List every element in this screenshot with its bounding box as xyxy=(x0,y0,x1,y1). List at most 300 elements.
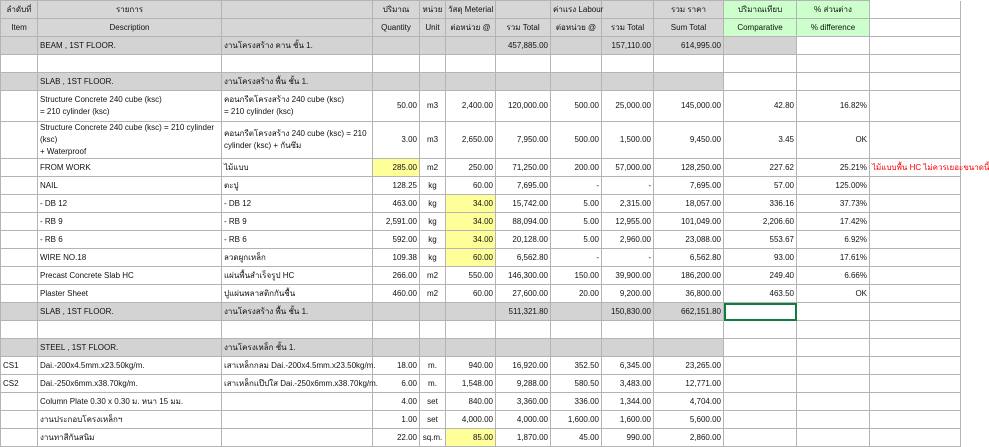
cell[interactable]: 23,265.00 xyxy=(654,357,724,375)
cell[interactable]: 128.25 xyxy=(373,177,420,195)
cell[interactable] xyxy=(1,321,38,339)
header-cell[interactable] xyxy=(222,19,373,37)
header-cell[interactable]: ปริมาณ xyxy=(373,1,420,19)
cell[interactable] xyxy=(1,55,38,73)
cell[interactable] xyxy=(870,375,961,393)
cell[interactable] xyxy=(551,37,602,55)
cell[interactable] xyxy=(1,159,38,177)
header-cell[interactable] xyxy=(602,1,654,19)
cell[interactable] xyxy=(870,73,961,91)
cell[interactable]: SLAB , 1ST FLOOR. xyxy=(38,303,222,321)
cell[interactable] xyxy=(724,73,797,91)
cell[interactable]: 2,206.60 xyxy=(724,213,797,231)
cell[interactable] xyxy=(496,339,551,357)
cell[interactable]: ปูแผ่นพลาสติกกันชื้น xyxy=(222,285,373,303)
header-cell[interactable]: รวม Total xyxy=(496,19,551,37)
cell[interactable] xyxy=(724,357,797,375)
cell[interactable]: 128,250.00 xyxy=(654,159,724,177)
header-cell[interactable] xyxy=(496,1,551,19)
cell[interactable]: Structure Concrete 240 cube (ksc) = 210 cylinder (ksc) + Waterproof xyxy=(38,122,222,159)
cell[interactable] xyxy=(222,429,373,447)
cell[interactable]: เสาเหล็กแป๊ปใส Dai.-250x6mm.x38.70kg/m. xyxy=(222,375,373,393)
cell[interactable]: 249.40 xyxy=(724,267,797,285)
header-cell[interactable] xyxy=(222,1,373,19)
cell[interactable]: 12,771.00 xyxy=(654,375,724,393)
cell[interactable]: 125.00% xyxy=(797,177,870,195)
cell[interactable] xyxy=(797,357,870,375)
cell[interactable]: 3,483.00 xyxy=(602,375,654,393)
cell[interactable] xyxy=(1,303,38,321)
cell[interactable]: - DB 12 xyxy=(222,195,373,213)
cell[interactable]: 5,600.00 xyxy=(654,411,724,429)
cell[interactable]: ลวดผูกเหล็ก xyxy=(222,249,373,267)
cell[interactable]: 227.62 xyxy=(724,159,797,177)
cell[interactable]: 57,000.00 xyxy=(602,159,654,177)
cell[interactable]: 60.00 xyxy=(446,285,496,303)
cell[interactable]: 1,344.00 xyxy=(602,393,654,411)
cell[interactable]: 990.00 xyxy=(602,429,654,447)
cell[interactable]: m. xyxy=(420,357,446,375)
cell[interactable]: งานโครงสร้าง พื้น ชั้น 1. xyxy=(222,303,373,321)
cell[interactable]: 511,321.80 xyxy=(496,303,551,321)
cell[interactable]: 45.00 xyxy=(551,429,602,447)
cell[interactable]: 9,288.00 xyxy=(496,375,551,393)
cell[interactable]: 12,955.00 xyxy=(602,213,654,231)
cell[interactable]: 500.00 xyxy=(551,122,602,159)
header-cell[interactable]: วัสดุ Meterial xyxy=(446,1,496,19)
cell[interactable]: 4.00 xyxy=(373,393,420,411)
cell[interactable] xyxy=(797,55,870,73)
cell[interactable]: 4,000.00 xyxy=(496,411,551,429)
cell[interactable] xyxy=(724,321,797,339)
cell[interactable]: - xyxy=(551,249,602,267)
cell[interactable]: 150,830.00 xyxy=(602,303,654,321)
cell[interactable] xyxy=(551,73,602,91)
cell[interactable]: 3.00 xyxy=(373,122,420,159)
cell[interactable] xyxy=(870,429,961,447)
cell[interactable]: 7,950.00 xyxy=(496,122,551,159)
cell[interactable]: 592.00 xyxy=(373,231,420,249)
cell[interactable]: set xyxy=(420,411,446,429)
cell[interactable]: 15,742.00 xyxy=(496,195,551,213)
cell[interactable]: - RB 6 xyxy=(222,231,373,249)
cell[interactable]: 34.00 xyxy=(446,213,496,231)
cell[interactable] xyxy=(1,411,38,429)
header-cell[interactable]: หน่วย xyxy=(420,1,446,19)
cell[interactable]: 34.00 xyxy=(446,231,496,249)
header-cell[interactable]: รวม ราคา xyxy=(654,1,724,19)
cell[interactable] xyxy=(724,411,797,429)
cell[interactable]: 6,345.00 xyxy=(602,357,654,375)
cell[interactable]: 940.00 xyxy=(446,357,496,375)
cell[interactable] xyxy=(797,339,870,357)
cell[interactable] xyxy=(420,55,446,73)
cell[interactable]: 6.00 xyxy=(373,375,420,393)
cell[interactable] xyxy=(797,393,870,411)
cell[interactable] xyxy=(797,73,870,91)
cell[interactable] xyxy=(446,303,496,321)
cell[interactable]: m2 xyxy=(420,285,446,303)
cell[interactable]: 9,200.00 xyxy=(602,285,654,303)
cell[interactable] xyxy=(654,321,724,339)
cell[interactable]: 17.61% xyxy=(797,249,870,267)
cell[interactable]: set xyxy=(420,393,446,411)
cell[interactable]: 2,650.00 xyxy=(446,122,496,159)
cell[interactable]: - RB 9 xyxy=(38,213,222,231)
cell[interactable] xyxy=(724,393,797,411)
header-cell[interactable]: % difference xyxy=(797,19,870,37)
cell[interactable] xyxy=(222,411,373,429)
cell[interactable]: ตะปู xyxy=(222,177,373,195)
cell[interactable] xyxy=(870,1,961,19)
cell[interactable]: 93.00 xyxy=(724,249,797,267)
cell[interactable]: 42.80 xyxy=(724,91,797,122)
cell[interactable] xyxy=(1,285,38,303)
cell[interactable]: - xyxy=(602,177,654,195)
cell[interactable] xyxy=(724,339,797,357)
cell[interactable]: 1,500.00 xyxy=(602,122,654,159)
cell[interactable]: m2 xyxy=(420,267,446,285)
cell[interactable]: 6,562.80 xyxy=(654,249,724,267)
cell[interactable] xyxy=(38,55,222,73)
cell[interactable] xyxy=(797,411,870,429)
cell[interactable]: 17.42% xyxy=(797,213,870,231)
cell[interactable]: Column Plate 0.30 x 0.30 ม. หนา 15 มม. xyxy=(38,393,222,411)
cell[interactable] xyxy=(870,285,961,303)
header-cell[interactable]: ลำดับที่ xyxy=(1,1,38,19)
cell[interactable]: 662,151.80 xyxy=(654,303,724,321)
cell[interactable] xyxy=(602,339,654,357)
cell[interactable]: Dai.-200x4.5mm.x23.50kg/m. xyxy=(38,357,222,375)
cell[interactable] xyxy=(38,321,222,339)
cell[interactable]: เสาเหล็กกลม Dai.-200x4.5mm.x23.50kg/m. xyxy=(222,357,373,375)
cell[interactable] xyxy=(870,213,961,231)
cell[interactable]: - xyxy=(602,249,654,267)
cell[interactable] xyxy=(373,37,420,55)
selected-cell[interactable] xyxy=(724,303,797,321)
cell[interactable]: 36,800.00 xyxy=(654,285,724,303)
cell[interactable]: งานโครงสร้าง คาน ชั้น 1. xyxy=(222,37,373,55)
cell[interactable]: - RB 9 xyxy=(222,213,373,231)
cell[interactable]: m2 xyxy=(420,159,446,177)
cell[interactable] xyxy=(1,393,38,411)
cell[interactable]: 71,250.00 xyxy=(496,159,551,177)
cell[interactable] xyxy=(496,73,551,91)
cell[interactable] xyxy=(373,303,420,321)
cell[interactable]: 22.00 xyxy=(373,429,420,447)
cell[interactable] xyxy=(551,321,602,339)
cell[interactable] xyxy=(870,37,961,55)
header-cell[interactable]: ต่อหน่วย @ xyxy=(551,19,602,37)
cell[interactable]: 2,400.00 xyxy=(446,91,496,122)
cell[interactable]: kg xyxy=(420,231,446,249)
table-row xyxy=(1,195,961,213)
cell[interactable]: 109.38 xyxy=(373,249,420,267)
cell[interactable]: 6,562.80 xyxy=(496,249,551,267)
cell[interactable]: 1.00 xyxy=(373,411,420,429)
cell[interactable] xyxy=(446,73,496,91)
cell[interactable]: 550.00 xyxy=(446,267,496,285)
cell[interactable]: 553.67 xyxy=(724,231,797,249)
cell[interactable]: - RB 6 xyxy=(38,231,222,249)
header-cell[interactable]: Quantity xyxy=(373,19,420,37)
cell[interactable] xyxy=(602,55,654,73)
cell[interactable]: 7,695.00 xyxy=(496,177,551,195)
cell[interactable] xyxy=(602,73,654,91)
cell[interactable]: 6.66% xyxy=(797,267,870,285)
cell[interactable]: OK xyxy=(797,285,870,303)
cell[interactable]: งานทาสีกันสนิม xyxy=(38,429,222,447)
cell[interactable] xyxy=(870,122,961,159)
header-cell[interactable]: Description xyxy=(38,19,222,37)
cell[interactable] xyxy=(1,91,38,122)
cell[interactable]: คอนกรีตโครงสร้าง 240 cube (ksc) = 210 cylinder (ksc) + กันซึม xyxy=(222,122,373,159)
cell[interactable] xyxy=(1,122,38,159)
cell[interactable] xyxy=(870,321,961,339)
cell[interactable] xyxy=(1,267,38,285)
cell[interactable] xyxy=(420,303,446,321)
cell[interactable]: 266.00 xyxy=(373,267,420,285)
cell[interactable] xyxy=(797,321,870,339)
cell[interactable] xyxy=(1,339,38,357)
cell[interactable] xyxy=(1,73,38,91)
cell[interactable]: 1,870.00 xyxy=(496,429,551,447)
cell[interactable]: NAIL xyxy=(38,177,222,195)
cell[interactable]: FROM WORK xyxy=(38,159,222,177)
cell[interactable]: 285.00 xyxy=(373,159,420,177)
cell[interactable]: 157,110.00 xyxy=(602,37,654,55)
cell[interactable] xyxy=(1,37,38,55)
cell[interactable]: 50.00 xyxy=(373,91,420,122)
cell[interactable] xyxy=(373,55,420,73)
cell[interactable]: OK xyxy=(797,122,870,159)
cell[interactable]: 5.00 xyxy=(551,213,602,231)
cell[interactable]: 60.00 xyxy=(446,177,496,195)
cell[interactable] xyxy=(870,249,961,267)
cell[interactable]: Dai.-250x6mm.x38.70kg/m. xyxy=(38,375,222,393)
cell[interactable] xyxy=(420,37,446,55)
cell[interactable]: - DB 12 xyxy=(38,195,222,213)
cell[interactable]: 39,900.00 xyxy=(602,267,654,285)
cell[interactable]: 37.73% xyxy=(797,195,870,213)
cell[interactable] xyxy=(870,393,961,411)
cell[interactable]: 120,000.00 xyxy=(496,91,551,122)
cell[interactable]: 23,088.00 xyxy=(654,231,724,249)
cell[interactable]: 200.00 xyxy=(551,159,602,177)
cell[interactable]: 16.82% xyxy=(797,91,870,122)
cell[interactable] xyxy=(222,55,373,73)
cell[interactable]: 580.50 xyxy=(551,375,602,393)
cell[interactable] xyxy=(1,249,38,267)
cell[interactable]: 25.21% xyxy=(797,159,870,177)
cell[interactable]: kg xyxy=(420,177,446,195)
cell[interactable] xyxy=(870,195,961,213)
cell[interactable] xyxy=(1,195,38,213)
cell[interactable]: CS2 xyxy=(1,375,38,393)
cell[interactable] xyxy=(654,73,724,91)
cell[interactable] xyxy=(870,177,961,195)
cell[interactable]: งานโครงสร้าง พื้น ชั้น 1. xyxy=(222,73,373,91)
cell[interactable] xyxy=(496,55,551,73)
cell[interactable]: 250.00 xyxy=(446,159,496,177)
cell[interactable]: 7,695.00 xyxy=(654,177,724,195)
cell[interactable] xyxy=(420,339,446,357)
cell[interactable] xyxy=(870,19,961,37)
cell[interactable]: sq.m. xyxy=(420,429,446,447)
cell[interactable]: 18,057.00 xyxy=(654,195,724,213)
cell[interactable]: WIRE NO.18 xyxy=(38,249,222,267)
comment-note[interactable]: ไม้แบบพื้น HC ไม่ควรเยอะขนาดนี้ xyxy=(870,159,961,177)
cell[interactable]: 186,200.00 xyxy=(654,267,724,285)
cell[interactable]: - xyxy=(551,177,602,195)
cell[interactable]: m. xyxy=(420,375,446,393)
cell[interactable]: 18.00 xyxy=(373,357,420,375)
cell[interactable]: 840.00 xyxy=(446,393,496,411)
cell[interactable] xyxy=(446,339,496,357)
cell[interactable]: 336.16 xyxy=(724,195,797,213)
cell[interactable] xyxy=(870,357,961,375)
cell[interactable]: 4,000.00 xyxy=(446,411,496,429)
cell[interactable]: แผ่นพื้นสำเร็จรูป HC xyxy=(222,267,373,285)
cell[interactable] xyxy=(724,429,797,447)
header-cell[interactable]: Item xyxy=(1,19,38,37)
cell[interactable]: 2,315.00 xyxy=(602,195,654,213)
cell[interactable] xyxy=(654,55,724,73)
cell[interactable]: 3,360.00 xyxy=(496,393,551,411)
cell[interactable]: 27,600.00 xyxy=(496,285,551,303)
cell[interactable]: CS1 xyxy=(1,357,38,375)
header-cell[interactable]: รวม Total xyxy=(602,19,654,37)
cell[interactable]: m3 xyxy=(420,122,446,159)
header-cell[interactable]: Unit xyxy=(420,19,446,37)
cell[interactable] xyxy=(797,37,870,55)
cell[interactable] xyxy=(446,37,496,55)
header-cell[interactable]: % ส่วนต่าง xyxy=(797,1,870,19)
cell[interactable]: ไม้แบบ xyxy=(222,159,373,177)
cell[interactable]: 145,000.00 xyxy=(654,91,724,122)
cell[interactable]: 463.00 xyxy=(373,195,420,213)
cell[interactable] xyxy=(222,393,373,411)
header-cell[interactable]: ต่อหน่วย @ xyxy=(446,19,496,37)
header-cell[interactable]: ค่าแรง Labour xyxy=(551,1,602,19)
cell[interactable]: 457,885.00 xyxy=(496,37,551,55)
cell[interactable] xyxy=(420,73,446,91)
cell[interactable]: 2,591.00 xyxy=(373,213,420,231)
cell[interactable]: 150.00 xyxy=(551,267,602,285)
cell[interactable]: BEAM , 1ST FLOOR. xyxy=(38,37,222,55)
cell[interactable]: SLAB , 1ST FLOOR. xyxy=(38,73,222,91)
cell[interactable]: 500.00 xyxy=(551,91,602,122)
cell[interactable] xyxy=(870,231,961,249)
cell[interactable] xyxy=(1,429,38,447)
cell[interactable] xyxy=(1,177,38,195)
cell[interactable]: m3 xyxy=(420,91,446,122)
cell[interactable]: kg xyxy=(420,249,446,267)
cell[interactable] xyxy=(373,321,420,339)
cell[interactable] xyxy=(1,213,38,231)
cell[interactable]: 352.50 xyxy=(551,357,602,375)
cell[interactable] xyxy=(602,321,654,339)
cell[interactable] xyxy=(870,55,961,73)
cell[interactable]: 101,049.00 xyxy=(654,213,724,231)
cell[interactable]: 3.45 xyxy=(724,122,797,159)
cell[interactable] xyxy=(870,267,961,285)
cell[interactable] xyxy=(1,231,38,249)
cell[interactable] xyxy=(870,411,961,429)
cell[interactable] xyxy=(870,303,961,321)
cell[interactable]: 85.00 xyxy=(446,429,496,447)
cell[interactable] xyxy=(420,321,446,339)
cell[interactable] xyxy=(724,375,797,393)
header-cell[interactable]: ปริมาณเทียบ xyxy=(724,1,797,19)
cell[interactable]: 4,704.00 xyxy=(654,393,724,411)
cell[interactable]: STEEL , 1ST FLOOR. xyxy=(38,339,222,357)
cell[interactable] xyxy=(496,321,551,339)
cell[interactable]: Plaster Sheet xyxy=(38,285,222,303)
cell[interactable]: 1,600.00 xyxy=(551,411,602,429)
cell[interactable]: kg xyxy=(420,195,446,213)
cell[interactable]: 9,450.00 xyxy=(654,122,724,159)
cell[interactable] xyxy=(551,55,602,73)
cell[interactable]: 2,860.00 xyxy=(654,429,724,447)
cell[interactable]: Structure Concrete 240 cube (ksc) = 210 cylinder (ksc) xyxy=(38,91,222,122)
cell[interactable] xyxy=(724,37,797,55)
cell[interactable] xyxy=(797,429,870,447)
cell[interactable]: 16,920.00 xyxy=(496,357,551,375)
header-cell[interactable]: รายการ xyxy=(38,1,222,19)
cell[interactable]: 60.00 xyxy=(446,249,496,267)
cell[interactable]: 1,548.00 xyxy=(446,375,496,393)
cell[interactable]: 2,960.00 xyxy=(602,231,654,249)
cell[interactable] xyxy=(373,339,420,357)
cell[interactable]: 1,600.00 xyxy=(602,411,654,429)
cell[interactable]: 20,128.00 xyxy=(496,231,551,249)
cell[interactable]: 336.00 xyxy=(551,393,602,411)
cell[interactable] xyxy=(724,55,797,73)
cell[interactable]: งานประกอบโครงเหล็กฯ xyxy=(38,411,222,429)
header-cell[interactable]: Sum Total xyxy=(654,19,724,37)
cell[interactable]: 57.00 xyxy=(724,177,797,195)
cell[interactable] xyxy=(551,303,602,321)
cell[interactable] xyxy=(870,91,961,122)
header-cell[interactable]: Comparative xyxy=(724,19,797,37)
cell[interactable] xyxy=(446,55,496,73)
cell[interactable] xyxy=(551,339,602,357)
cell[interactable]: 614,995.00 xyxy=(654,37,724,55)
cell[interactable] xyxy=(373,73,420,91)
cell[interactable]: คอนกรีตโครงสร้าง 240 cube (ksc) = 210 cylinder (ksc) xyxy=(222,91,373,122)
cell[interactable]: งานโครงเหล็ก ชั้น 1. xyxy=(222,339,373,357)
cell[interactable] xyxy=(870,339,961,357)
cell[interactable]: 88,094.00 xyxy=(496,213,551,231)
cell[interactable]: 20.00 xyxy=(551,285,602,303)
cell[interactable]: 5.00 xyxy=(551,231,602,249)
cell[interactable] xyxy=(654,339,724,357)
cell[interactable] xyxy=(446,321,496,339)
cell[interactable]: 34.00 xyxy=(446,195,496,213)
cell[interactable] xyxy=(797,303,870,321)
cell[interactable]: 146,300.00 xyxy=(496,267,551,285)
cell[interactable]: 5.00 xyxy=(551,195,602,213)
cell[interactable]: 25,000.00 xyxy=(602,91,654,122)
cell[interactable]: 460.00 xyxy=(373,285,420,303)
cell[interactable]: kg xyxy=(420,213,446,231)
cell[interactable] xyxy=(222,321,373,339)
cell[interactable]: 6.92% xyxy=(797,231,870,249)
cell[interactable]: 463.50 xyxy=(724,285,797,303)
cell[interactable]: Precast Concrete Slab HC xyxy=(38,267,222,285)
cell[interactable] xyxy=(797,375,870,393)
